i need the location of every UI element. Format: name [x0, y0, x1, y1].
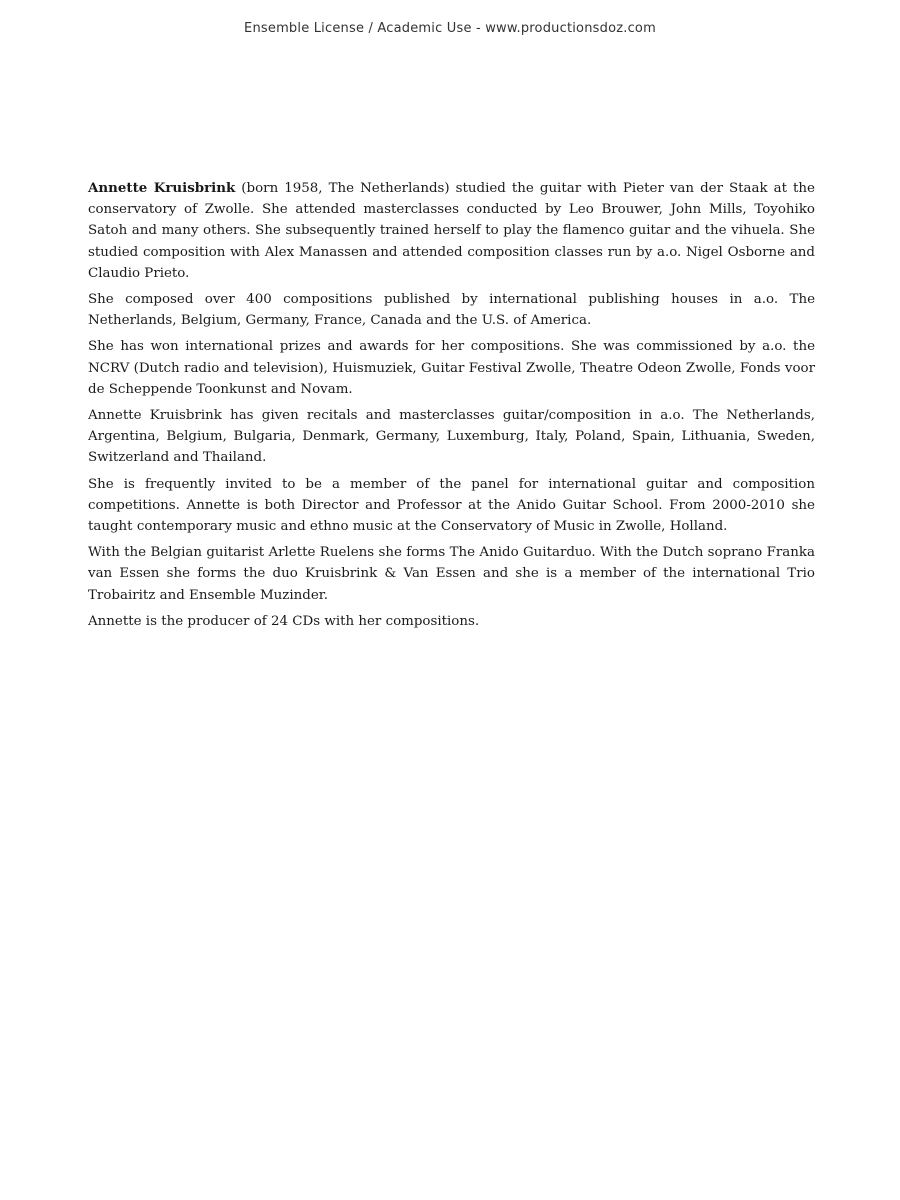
bio-paragraph-7: Annette is the producer of 24 CDs with her compositions.: [88, 613, 480, 629]
license-header: Ensemble License / Academic Use - www.productionsdoz.com: [244, 21, 656, 36]
bio-paragraph-4: Annette Kruisbrink has given recitals and masterclasses guitar/composition in a.o. The Netherlands, Argentina, Belgium, Bulgaria, Denmark, Germany, Luxemburg, Italy, Poland, Spain, Lithuania, Sweden, Switzerland and Thailand.: [88, 408, 815, 466]
biography-text: [88, 178, 815, 637]
bio-paragraph-6: With the Belgian guitarist Arlette Ruelens she forms The Anido Guitarduo. With the Dutch soprano Franka van Essen she forms the duo Kruisbrink & Van Essen and she is a member of the international Trio Trobairitz and Ensemble Muzinder.: [88, 545, 815, 603]
bio-paragraph-1: [88, 178, 815, 284]
composer-name: Annette Kruisbrink: [88, 180, 236, 196]
bio-paragraph-5: She is frequently invited to be a member of the panel for international guitar and composition competitions. Annette is both Director and Professor at the Anido Guitar School. From 2000-2010 she taught contemporary music and ethno music at the Conservatory of Music in Zwolle, Holland.: [88, 476, 815, 535]
bio-paragraph-3: She has won international prizes and awards for her compositions. She was commissioned by a.o. the NCRV (Dutch radio and television), Huismuziek, Guitar Festival Zwolle, Theatre Odeon Zwolle, Fonds voor de Scheppende Toonkunst and Novam.: [88, 339, 815, 397]
bio-paragraph-2: She composed over 400 compositions published by international publishing houses in a.o. The Netherlands, Belgium, Germany, France, Canada and the U.S. of America.: [88, 292, 815, 329]
bio-paragraph-1-text: (born 1958, The Netherlands) studied the guitar with Pieter van der Staak at the conservatory of Zwolle. She attended masterclasses conducted by Leo Brouwer, John Mills, Toyohiko Satoh and many others. She subsequently trained herself to play the flamenco guitar and the vihuela. She studied composition with Alex Manassen and attended composition classes run by a.o. Nigel Osborne and Claudio Prieto.: [88, 181, 815, 281]
